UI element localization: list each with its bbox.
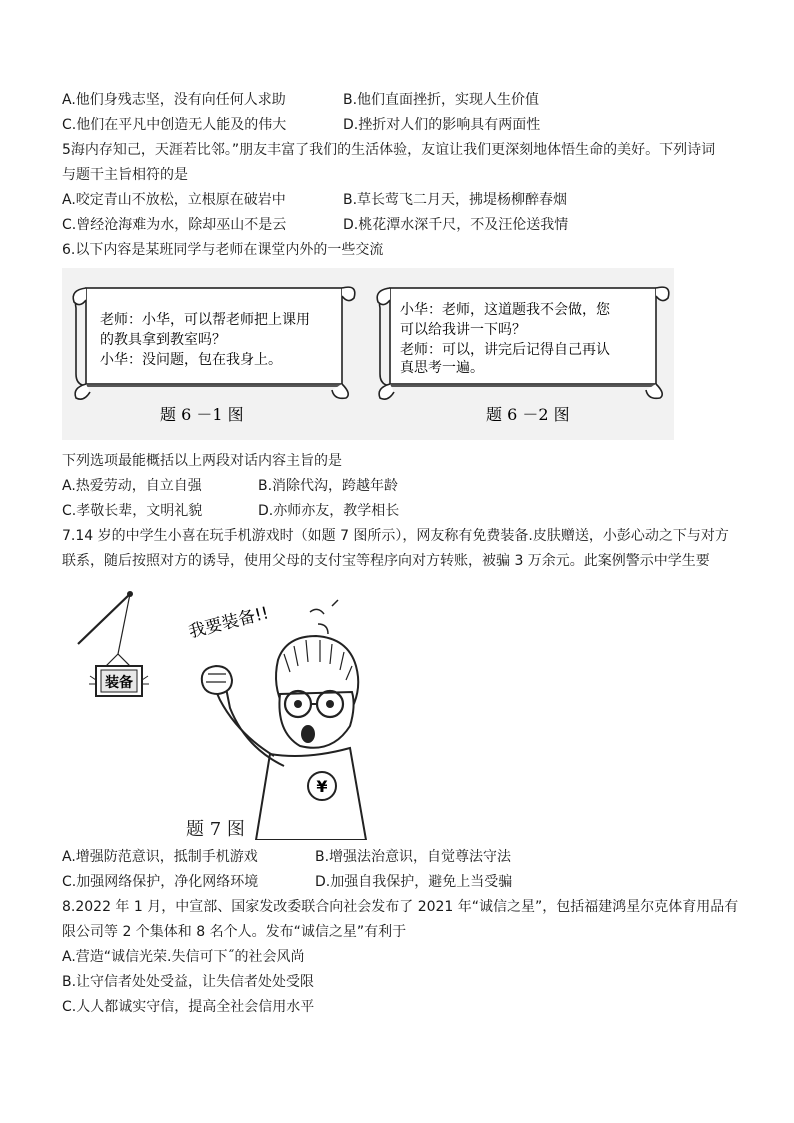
scroll2-line2: 可以给我讲一下吗？ bbox=[400, 322, 526, 338]
q7-option-a: A.增强防范意识，抵制手机游戏 bbox=[62, 849, 258, 865]
q5-option-d: D.桃花潭水深千尺，不及汪伦送我情 bbox=[343, 217, 569, 233]
yen-symbol: ¥ bbox=[316, 777, 328, 796]
q6-stem: 6.以下内容是某班同学与老师在课堂内外的一些交流 bbox=[62, 242, 384, 258]
sign-text: 装备 bbox=[105, 675, 133, 691]
scroll2-line3: 老师：可以，讲完后记得自己再认 bbox=[400, 342, 610, 358]
q5-stem-line2: 与题干主旨相符的是 bbox=[62, 167, 188, 183]
q6-question: 下列选项最能概括以上两段对话内容主旨的是 bbox=[62, 453, 342, 469]
q5-option-a: A.咬定青山不放松，立根原在破岩中 bbox=[62, 192, 286, 208]
boy-figure bbox=[202, 636, 366, 840]
q6-option-d: D.亦师亦友，教学相长 bbox=[258, 503, 400, 519]
caption-6-1: 题 6 －1 图 bbox=[160, 405, 244, 424]
q6-figure bbox=[62, 268, 674, 440]
q7-stem-line2: 联系，随后按照对方的诱导，使用父母的支付宝等程序向对方转账，被骗 3 万余元。此案例警示中学生要 bbox=[62, 553, 710, 569]
q4-option-b: B.他们直面挫折，实现人生价值 bbox=[343, 92, 540, 108]
q5-option-b: B.草长莺飞二月天，拂堤杨柳醉春烟 bbox=[343, 192, 568, 208]
q6-option-a: A.热爱劳动，自立自强 bbox=[62, 478, 202, 494]
q4-option-d: D.挫折对人们的影响具有两面性 bbox=[343, 117, 541, 133]
q5-stem-line1: 5海内存知己，天涯若比邻。”朋友丰富了我们的生活体验，友谊让我们更深刻地体悟生命的美好。下列诗词 bbox=[62, 142, 716, 158]
scroll2-line1: 小华：老师，这道题我不会做，您 bbox=[400, 302, 610, 318]
caption-6-2: 题 6 －2 图 bbox=[486, 405, 570, 424]
q6-option-b: B.消除代沟，跨越年龄 bbox=[258, 478, 399, 494]
q4-option-a: A.他们身残志坚，没有向任何人求助 bbox=[62, 92, 286, 108]
q8-stem-line2: 限公司等 2 个集体和 8 名个人。发布“诚信之星”有利于 bbox=[62, 924, 407, 940]
q7-stem-line1: 7.14 岁的中学生小喜在玩手机游戏时（如题 7 图所示），网友称有免费装备.皮肤赠送，小彭心动之下与对方 bbox=[62, 528, 729, 544]
q7-option-c: C.加强网络保护，净化网络环境 bbox=[62, 874, 259, 890]
q8-option-b: B.让守信者处处受益，让失信者处处受限 bbox=[62, 974, 315, 990]
q8-option-c: C.人人都诚实守信，提高全社会信用水平 bbox=[62, 999, 315, 1015]
scroll2-line4: 真思考一遍。 bbox=[400, 360, 484, 376]
scroll1-line3: 小华：没问题，包在我身上。 bbox=[100, 352, 282, 368]
scroll1-line1: 老师：小华，可以帮老师把上课用 bbox=[100, 312, 310, 328]
scroll-2 bbox=[377, 287, 669, 399]
q5-option-c: C.曾经沧海难为水，除却巫山不是云 bbox=[62, 217, 287, 233]
q8-option-a: A.营造“诚信光荣.失信可下˝的社会风尚 bbox=[62, 949, 305, 965]
speech-text: 我要装备!! bbox=[186, 603, 271, 643]
excitement-marks bbox=[310, 600, 338, 634]
caption-7: 题 7 图 bbox=[186, 819, 245, 840]
q6-option-c: C.孝敬长辈，文明礼貌 bbox=[62, 503, 203, 519]
scroll-1 bbox=[73, 287, 355, 399]
q7-cartoon bbox=[70, 584, 370, 840]
scroll1-line2: 的教具拿到教室吗？ bbox=[100, 332, 226, 348]
equipment-bait-sign bbox=[89, 654, 149, 696]
fishing-pole bbox=[78, 592, 132, 644]
q4-option-c: C.他们在平凡中创造无人能及的伟大 bbox=[62, 117, 287, 133]
q8-stem-line1: 8.2022 年 1 月，中宣部、国家发改委联合向社会发布了 2021 年“诚信之星”，包括福建鸿星尔克体育用品有 bbox=[62, 899, 739, 915]
q7-option-b: B.增强法治意识，自觉尊法守法 bbox=[315, 849, 512, 865]
q7-option-d: D.加强自我保护，避免上当受骗 bbox=[315, 874, 513, 890]
